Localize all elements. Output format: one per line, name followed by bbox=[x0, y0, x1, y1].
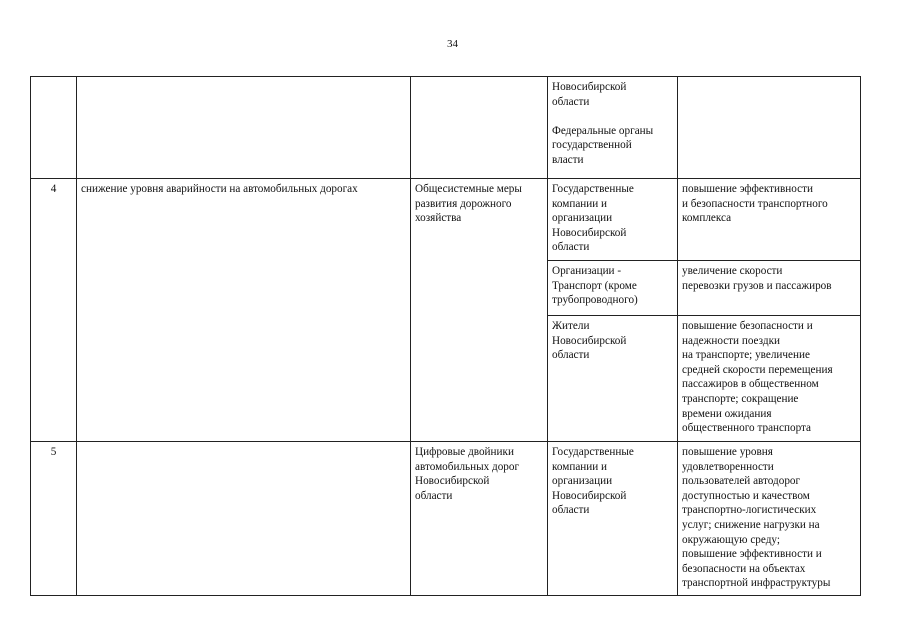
measure-cell: Общесистемные меры развития дорожного хозяйства bbox=[411, 179, 548, 442]
task-cell bbox=[77, 442, 411, 596]
participant-cell: Новосибирской области Федеральные органы государственной власти bbox=[548, 77, 678, 179]
table-row bbox=[31, 179, 861, 261]
participant-cell: Государственные компании и организации Новосибирской области bbox=[548, 179, 678, 261]
task-cell: снижение уровня аварийности на автомобильных дорогах bbox=[77, 179, 411, 442]
participant-cell: Жители Новосибирской области bbox=[548, 316, 678, 442]
row-number-cell: 5 bbox=[31, 442, 77, 596]
measure-cell: Цифровые двойники автомобильных дорог Новосибирской области bbox=[411, 442, 548, 596]
row-number-cell: 4 bbox=[31, 179, 77, 442]
measure-cell bbox=[411, 77, 548, 179]
effect-cell: повышение безопасности и надежности поездки на транспорте; увеличение средней скорости перемещения пассажиров в общественном транспорте; сокращение времени ожидания общественного транспорта bbox=[678, 316, 861, 442]
row-number-cell bbox=[31, 77, 77, 179]
measures-table bbox=[30, 76, 861, 596]
participant-cell: Государственные компании и организации Новосибирской области bbox=[548, 442, 678, 596]
page-number: 34 bbox=[447, 38, 458, 50]
task-cell bbox=[77, 77, 411, 179]
participant-cell: Организации - Транспорт (кроме трубопроводного) bbox=[548, 261, 678, 316]
table-row bbox=[31, 77, 861, 179]
effect-cell: повышение уровня удовлетворенности пользователей автодорог доступностью и качеством транспортно-логистических услуг; снижение нагрузки на окружающую среду; повышение эффективности и безопасности на объектах транспортной инфраструктуры bbox=[678, 442, 861, 596]
table-row bbox=[31, 442, 861, 596]
effect-cell: увеличение скорости перевозки грузов и пассажиров bbox=[678, 261, 861, 316]
effect-cell: повышение эффективности и безопасности транспортного комплекса bbox=[678, 179, 861, 261]
effect-cell bbox=[678, 77, 861, 179]
